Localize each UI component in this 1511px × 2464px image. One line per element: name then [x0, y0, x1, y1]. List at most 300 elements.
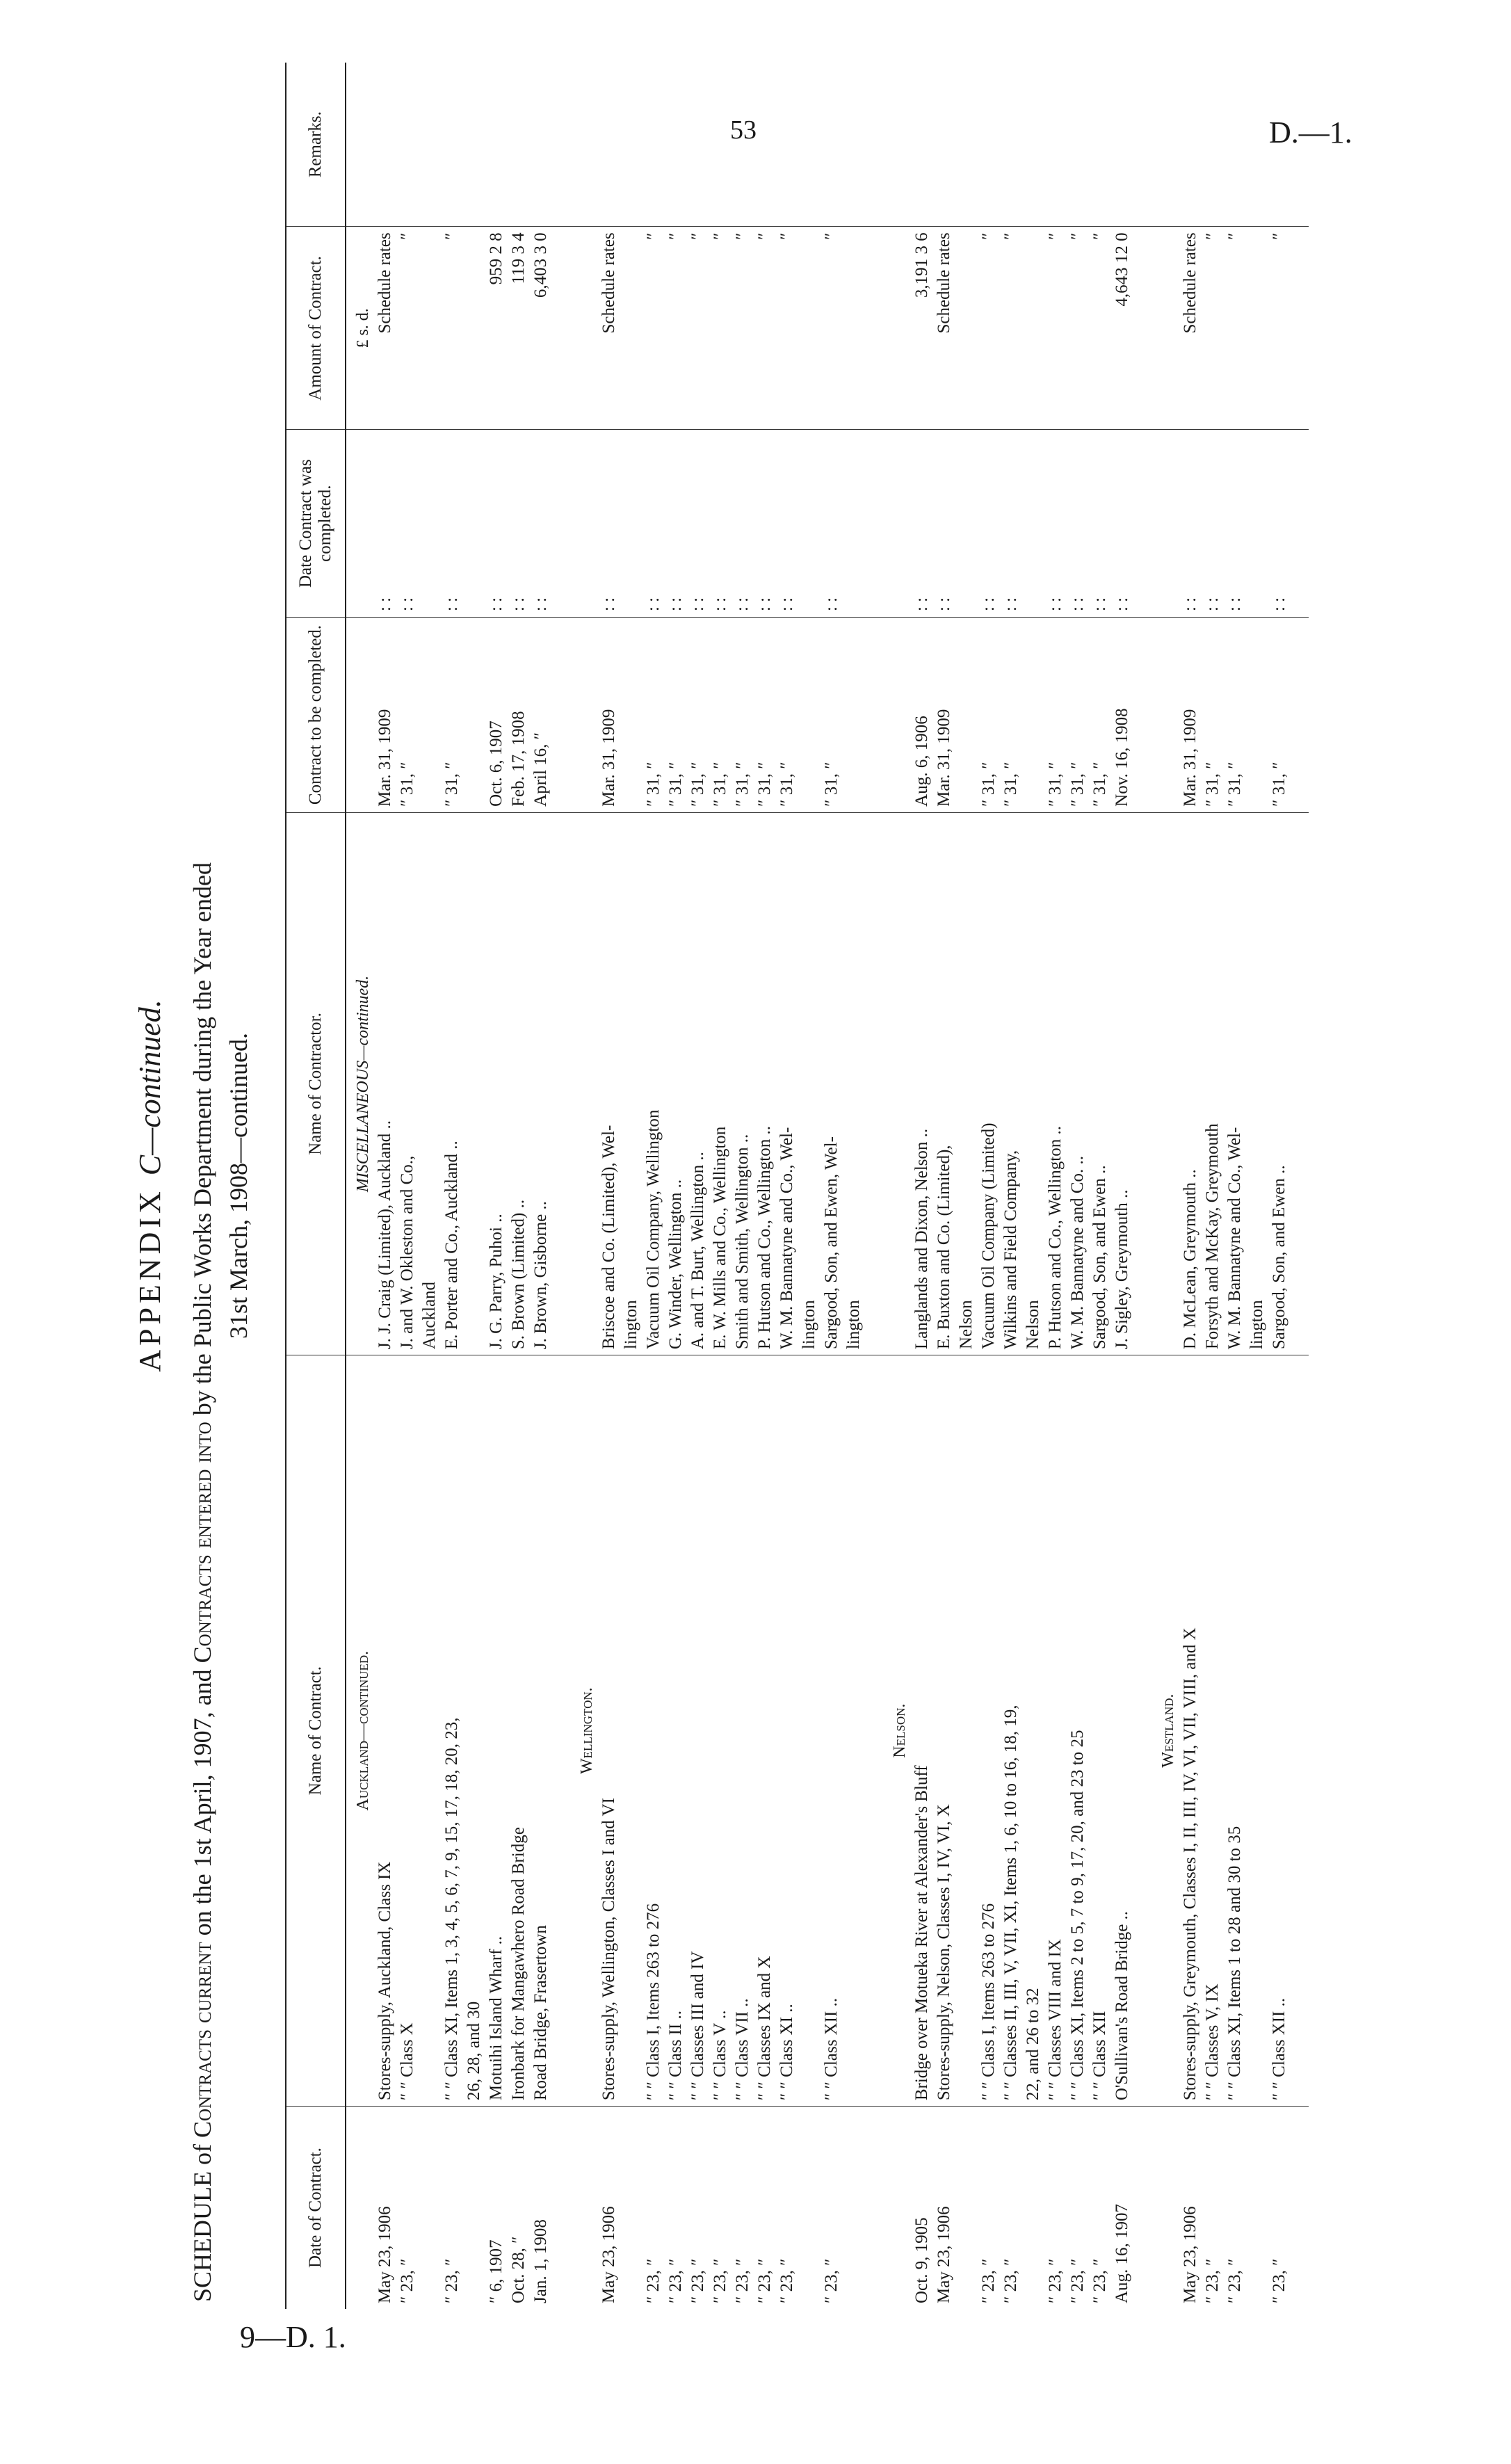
- cell-contract-name: [419, 1355, 441, 2107]
- cell-contractor: P. Hutson and Co., Wellington ..: [1044, 812, 1067, 1355]
- schedule-title-line2: 31st March, 1908—continued.: [225, 1033, 252, 1339]
- table-row: [530, 63, 552, 2309]
- cell-date: ″ 23, ″: [733, 2258, 752, 2303]
- cell-to-be-completed: Aug. 6, 1906: [911, 618, 933, 813]
- cell-contract-name: Motuihi Island Wharf ..: [485, 1355, 508, 2107]
- table-row: [463, 63, 485, 2309]
- cell-to-be-completed: ″ 31, ″: [687, 618, 709, 813]
- cell-remarks: [1067, 63, 1089, 227]
- cell-contractor: W. M. Bannatyne and Co. ..: [1067, 812, 1089, 1355]
- cell-date: ″ 23, ″: [1001, 2258, 1020, 2303]
- cell-remarks: [709, 63, 732, 227]
- cell-contract-name: 26, 28, and 30: [463, 1355, 485, 2107]
- cell-contractor: J. G. Parry, Puhoi ..: [485, 812, 508, 1355]
- cell-contractor: J. J. Craig (Limited), Auckland ..: [374, 812, 396, 1355]
- cell-to-be-completed: ″ 31, ″: [441, 618, 463, 813]
- cell-to-be-completed: ″ 31, ″: [643, 618, 665, 813]
- cell-date-completed: [955, 430, 978, 618]
- table-row: [821, 63, 843, 2309]
- cell-date-completed: : :: [396, 430, 419, 618]
- cell-amount: ″: [776, 227, 798, 430]
- cell-amount: 4,643 12 0: [1111, 227, 1133, 430]
- cell-contractor: Wilkins and Field Company,: [1000, 812, 1022, 1355]
- section-date-cell: [1152, 2107, 1179, 2309]
- cell-contract-name: [798, 1355, 821, 2107]
- table-header-row: [286, 63, 346, 2309]
- table-row: [508, 63, 530, 2309]
- cell-date-completed: : :: [754, 430, 776, 618]
- cell-contract-name: [843, 1355, 865, 2107]
- cell-date-completed: : :: [978, 430, 1000, 618]
- cell-date: [1022, 2107, 1044, 2309]
- cell-amount: Schedule rates: [933, 227, 955, 430]
- cell-date-completed: [843, 430, 865, 618]
- cell-date: ″ 23, ″: [442, 2258, 461, 2303]
- section-done-cell: [570, 430, 598, 618]
- cell-remarks: [1022, 63, 1044, 227]
- section-spacer: [865, 63, 883, 2309]
- cell-contract-name: ″ ″ Class V ..: [709, 1355, 732, 2107]
- cell-contract-name: ″ ″ Class X: [396, 1355, 419, 2107]
- cell-amount: 959 2 8: [485, 227, 508, 430]
- section-remarks-cell: [346, 63, 374, 227]
- cell-remarks: [933, 63, 955, 227]
- cell-date-completed: : :: [598, 430, 620, 618]
- cell-contractor: E. Buxton and Co. (Limited),: [933, 812, 955, 1355]
- cell-to-be-completed: ″ 31, ″: [709, 618, 732, 813]
- cell-contract-name: Bridge over Motueka River at Alexander's Bluff: [911, 1355, 933, 2107]
- table-row: [978, 63, 1000, 2309]
- table-row: [776, 63, 798, 2309]
- cell-contractor: [463, 812, 485, 1355]
- cell-to-be-completed: ″ 31, ″: [1268, 618, 1291, 813]
- cell-contract-name: ″ ″ Class I, Items 263 to 276: [643, 1355, 665, 2107]
- cell-to-be-completed: [1246, 618, 1268, 813]
- cell-contractor: Vacuum Oil Company, Wellington: [643, 812, 665, 1355]
- cell-amount: ″: [1044, 227, 1067, 430]
- cell-date-completed: : :: [911, 430, 933, 618]
- cell-date: May 23, 1906: [599, 2206, 618, 2303]
- section-contract-heading: Auckland—continued.: [346, 1355, 374, 2107]
- cell-amount: ″: [978, 227, 1000, 430]
- cell-to-be-completed: [419, 618, 441, 813]
- cell-to-be-completed: Oct. 6, 1907: [485, 618, 508, 813]
- cell-amount: Schedule rates: [1179, 227, 1202, 430]
- table-row: [732, 63, 754, 2309]
- cell-date-completed: : :: [1268, 430, 1291, 618]
- table-row: [396, 63, 419, 2309]
- cell-contract-name: ″ ″ Class XI, Items 1 to 28 and 30 to 35: [1224, 1355, 1246, 2107]
- cell-contract-name: ″ ″ Class XI ..: [776, 1355, 798, 2107]
- cell-date: ″ 23, ″: [777, 2258, 796, 2303]
- cell-amount: ″: [1268, 227, 1291, 430]
- cell-contractor: Forsyth and McKay, Greymouth: [1202, 812, 1224, 1355]
- cell-remarks: [821, 63, 843, 227]
- table-row: [1179, 63, 1202, 2309]
- cell-amount: [798, 227, 821, 430]
- cell-contractor: lington: [843, 812, 865, 1355]
- cell-contractor: J. Sigley, Greymouth ..: [1111, 812, 1133, 1355]
- cell-contractor: P. Hutson and Co., Wellington ..: [754, 812, 776, 1355]
- cell-to-be-completed: Mar. 31, 1909: [374, 618, 396, 813]
- cell-date: [463, 2107, 485, 2309]
- section-contractor-heading: [883, 812, 911, 1355]
- section-complete-cell: [883, 618, 911, 813]
- title-date-phrase: on the 1st April, 1907, and: [188, 1669, 216, 1936]
- table-row: [485, 63, 508, 2309]
- cell-contractor: Briscoe and Co. (Limited), Wel-: [598, 812, 620, 1355]
- cell-contractor: Sargood, Son, and Ewen ..: [1089, 812, 1111, 1355]
- cell-date: ″ 6, 1907: [487, 2239, 506, 2303]
- cell-date-completed: [620, 430, 643, 618]
- cell-to-be-completed: [955, 618, 978, 813]
- title-contracts-entered: Contracts entered into: [188, 1422, 216, 1664]
- cell-date: May 23, 1906: [1181, 2206, 1199, 2303]
- cell-to-be-completed: ″ 31, ″: [1089, 618, 1111, 813]
- col-name-of-contract: Name of Contract.: [286, 1355, 346, 2107]
- cell-date: Oct. 28, ″: [509, 2236, 528, 2303]
- cell-contractor: Sargood, Son, and Ewen ..: [1268, 812, 1291, 1355]
- cell-contractor: Nelson: [1022, 812, 1044, 1355]
- section-complete-cell: [1152, 618, 1179, 813]
- cell-to-be-completed: Mar. 31, 1909: [933, 618, 955, 813]
- cell-contract-name: ″ ″ Classes III and IV: [687, 1355, 709, 2107]
- cell-to-be-completed: Mar. 31, 1909: [1179, 618, 1202, 813]
- cell-date-completed: : :: [732, 430, 754, 618]
- table-row: [1089, 63, 1111, 2309]
- cell-amount: Schedule rates: [374, 227, 396, 430]
- cell-contract-name: ″ ″ Classes IX and X: [754, 1355, 776, 2107]
- cell-remarks: [1202, 63, 1224, 227]
- cell-date-completed: : :: [1202, 430, 1224, 618]
- col-name-of-contractor: Name of Contractor.: [286, 812, 346, 1355]
- page-number: 53: [730, 115, 757, 145]
- cell-date: Aug. 16, 1907: [1113, 2203, 1131, 2303]
- section-amount-cell: [570, 227, 598, 430]
- col-date-completed: Date Contract was completed.: [286, 430, 346, 618]
- cell-date-completed: : :: [1089, 430, 1111, 618]
- cell-to-be-completed: Nov. 16, 1908: [1111, 618, 1133, 813]
- table-row: [933, 63, 955, 2309]
- cell-remarks: [754, 63, 776, 227]
- cell-date-completed: : :: [1111, 430, 1133, 618]
- table-row: [1202, 63, 1224, 2309]
- section-heading-row: [346, 63, 374, 2309]
- cell-remarks: [530, 63, 552, 227]
- cell-date-completed: [463, 430, 485, 618]
- document-reference: D.—1.: [1269, 115, 1352, 150]
- cell-to-be-completed: ″ 31, ″: [1224, 618, 1246, 813]
- cell-contract-name: ″ ″ Classes II, III, V, VII, XI, Items 1, 6, 10 to 16, 18, 19,: [1000, 1355, 1022, 2107]
- cell-contract-name: 22, and 26 to 32: [1022, 1355, 1044, 2107]
- cell-remarks: [1246, 63, 1268, 227]
- cell-amount: ″: [665, 227, 687, 430]
- cell-date: [843, 2107, 865, 2309]
- col-to-be-completed: Contract to be completed.: [286, 618, 346, 813]
- cell-contract-name: O'Sullivan's Road Bridge ..: [1111, 1355, 1133, 2107]
- cell-contract-name: ″ ″ Class VII ..: [732, 1355, 754, 2107]
- cell-contract-name: Stores-supply, Auckland, Class IX: [374, 1355, 396, 2107]
- cell-remarks: [843, 63, 865, 227]
- table-body: [346, 63, 1309, 2309]
- cell-to-be-completed: April 16, ″: [530, 618, 552, 813]
- section-contractor-heading: [1152, 812, 1179, 1355]
- cell-amount: ″: [732, 227, 754, 430]
- cell-amount: ″: [1202, 227, 1224, 430]
- cell-remarks: [598, 63, 620, 227]
- cell-to-be-completed: ″ 31, ″: [1067, 618, 1089, 813]
- appendix-label: APPENDIX: [133, 1187, 167, 1372]
- section-remarks-cell: [883, 63, 911, 227]
- table-row: [620, 63, 643, 2309]
- cell-remarks: [955, 63, 978, 227]
- cell-date: ″ 23, ″: [711, 2258, 729, 2303]
- table-row: [643, 63, 665, 2309]
- table-row: [798, 63, 821, 2309]
- cell-remarks: [463, 63, 485, 227]
- cell-to-be-completed: ″ 31, ″: [1000, 618, 1022, 813]
- cell-date: ″ 23, ″: [1225, 2258, 1244, 2303]
- col-remarks: Remarks.: [286, 63, 346, 227]
- cell-date-completed: : :: [1224, 430, 1246, 618]
- cell-date: Jan. 1, 1908: [531, 2219, 550, 2303]
- cell-date-completed: : :: [485, 430, 508, 618]
- section-done-cell: [883, 430, 911, 618]
- title-contracts-current: Contracts current: [188, 1942, 216, 2138]
- cell-amount: [955, 227, 978, 430]
- cell-to-be-completed: ″ 31, ″: [754, 618, 776, 813]
- cell-amount: ″: [821, 227, 843, 430]
- cell-date: ″ 23, ″: [1203, 2258, 1222, 2303]
- section-contract-heading: Wellington.: [570, 1355, 598, 2107]
- cell-contractor: lington: [1246, 812, 1268, 1355]
- cell-contract-name: Road Bridge, Frasertown: [530, 1355, 552, 2107]
- cell-amount: [463, 227, 485, 430]
- cell-contract-name: [620, 1355, 643, 2107]
- cell-remarks: [665, 63, 687, 227]
- section-contractor-heading: MISCELLANEOUS—continued.: [346, 812, 374, 1355]
- col-amount: Amount of Contract.: [286, 227, 346, 430]
- cell-to-be-completed: [463, 618, 485, 813]
- cell-remarks: [978, 63, 1000, 227]
- section-spacer: [552, 63, 570, 2309]
- table-row: [843, 63, 865, 2309]
- rotated-schedule-sheet: [97, 42, 1511, 2330]
- cell-contract-name: ″ ″ Class XI, Items 1, 3, 4, 5, 6, 7, 9, 15, 17, 18, 20, 23,: [441, 1355, 463, 2107]
- section-heading-row: [883, 63, 911, 2309]
- cell-date-completed: : :: [709, 430, 732, 618]
- cell-contractor: A. and T. Burt, Wellington ..: [687, 812, 709, 1355]
- cell-date: ″ 23, ″: [1090, 2258, 1109, 2303]
- cell-amount: 119 3 4: [508, 227, 530, 430]
- cell-contractor: Smith and Smith, Wellington ..: [732, 812, 754, 1355]
- table-row: [665, 63, 687, 2309]
- cell-amount: ″: [709, 227, 732, 430]
- cell-remarks: [620, 63, 643, 227]
- table-row: [754, 63, 776, 2309]
- cell-remarks: [776, 63, 798, 227]
- cell-date-completed: [419, 430, 441, 618]
- table-row: [441, 63, 463, 2309]
- cell-date-completed: : :: [1067, 430, 1089, 618]
- cell-amount: ″: [754, 227, 776, 430]
- cell-contractor: Sargood, Son, and Ewen, Wel-: [821, 812, 843, 1355]
- cell-amount: ″: [1224, 227, 1246, 430]
- cell-remarks: [485, 63, 508, 227]
- cell-amount: [843, 227, 865, 430]
- cell-contract-name: [1246, 1355, 1268, 2107]
- cell-date: ″ 23, ″: [1046, 2258, 1065, 2303]
- cell-contract-name: Stores-supply, Greymouth, Classes I, II, III, IV, VI, VII, VIII, and X: [1179, 1355, 1202, 2107]
- cell-contract-name: ″ ″ Class XII ..: [821, 1355, 843, 2107]
- section-contract-heading: Nelson.: [883, 1355, 911, 2107]
- cell-to-be-completed: Mar. 31, 1909: [598, 618, 620, 813]
- cell-date: [1246, 2107, 1268, 2309]
- cell-date: ″ 23, ″: [666, 2258, 685, 2303]
- table-row: [1044, 63, 1067, 2309]
- cell-contract-name: ″ ″ Classes VIII and IX: [1044, 1355, 1067, 2107]
- table-row: [1067, 63, 1089, 2309]
- table-row: [911, 63, 933, 2309]
- cell-date: ″ 23, ″: [1068, 2258, 1087, 2303]
- cell-date: ″ 23, ″: [755, 2258, 774, 2303]
- table-row: [419, 63, 441, 2309]
- cell-to-be-completed: ″ 31, ″: [978, 618, 1000, 813]
- cell-contractor: G. Winder, Wellington ..: [665, 812, 687, 1355]
- cell-date-completed: : :: [1000, 430, 1022, 618]
- table-row: [687, 63, 709, 2309]
- section-heading-row: [1152, 63, 1179, 2309]
- cell-date-completed: : :: [665, 430, 687, 618]
- section-remarks-cell: [1152, 63, 1179, 227]
- cell-contractor: D. McLean, Greymouth ..: [1179, 812, 1202, 1355]
- table-row: [598, 63, 620, 2309]
- cell-amount: [419, 227, 441, 430]
- cell-date: [620, 2107, 643, 2309]
- section-remarks-cell: [570, 63, 598, 227]
- cell-contractor: J. Brown, Gisborne ..: [530, 812, 552, 1355]
- cell-remarks: [687, 63, 709, 227]
- cell-date: May 23, 1906: [935, 2206, 953, 2303]
- cell-amount: Schedule rates: [598, 227, 620, 430]
- cell-remarks: [1089, 63, 1111, 227]
- cell-date: ″ 23, ″: [644, 2258, 663, 2303]
- cell-to-be-completed: [798, 618, 821, 813]
- cell-date-completed: : :: [643, 430, 665, 618]
- cell-remarks: [798, 63, 821, 227]
- section-amount-cell: [1152, 227, 1179, 430]
- appendix-suffix: C—continued.: [133, 999, 167, 1176]
- cell-contract-name: Stores-supply, Nelson, Classes I, IV, VI, X: [933, 1355, 955, 2107]
- table-row: [955, 63, 978, 2309]
- section-spacer: [1291, 63, 1309, 2309]
- cell-date: [419, 2107, 441, 2309]
- cell-date-completed: : :: [1044, 430, 1067, 618]
- cell-to-be-completed: [1022, 618, 1044, 813]
- table-row: [1246, 63, 1268, 2309]
- cell-remarks: [1044, 63, 1067, 227]
- currency-header: £ s. d.: [346, 227, 374, 430]
- cell-amount: [620, 227, 643, 430]
- section-contract-heading: Westland.: [1152, 1355, 1179, 2107]
- cell-remarks: [1111, 63, 1133, 227]
- cell-date: ″ 23, ″: [979, 2258, 998, 2303]
- col-date-of-contract: Date of Contract.: [286, 2107, 346, 2309]
- cell-contractor: lington: [798, 812, 821, 1355]
- cell-date: [955, 2107, 978, 2309]
- cell-date: ″ 23, ″: [688, 2258, 707, 2303]
- cell-to-be-completed: ″ 31, ″: [1202, 618, 1224, 813]
- table-row: [374, 63, 396, 2309]
- cell-date-completed: : :: [821, 430, 843, 618]
- cell-date: ″ 23, ″: [398, 2258, 417, 2303]
- cell-date: Oct. 9, 1905: [912, 2217, 931, 2303]
- cell-date-completed: : :: [1179, 430, 1202, 618]
- cell-contractor: J. and W. Okleston and Co.,: [396, 812, 419, 1355]
- section-spacer: [1133, 63, 1152, 2309]
- cell-contract-name: ″ ″ Class XII ..: [1268, 1355, 1291, 2107]
- cell-date-completed: : :: [776, 430, 798, 618]
- cell-date-completed: [1246, 430, 1268, 618]
- cell-contractor: Auckland: [419, 812, 441, 1355]
- table-row: [709, 63, 732, 2309]
- cell-date-completed: : :: [374, 430, 396, 618]
- cell-contractor: S. Brown (Limited) ..: [508, 812, 530, 1355]
- cell-contract-name: Stores-supply, Wellington, Classes I and VI: [598, 1355, 620, 2107]
- cell-to-be-completed: ″ 31, ″: [776, 618, 798, 813]
- cell-date-completed: : :: [508, 430, 530, 618]
- cell-contractor: E. Porter and Co., Auckland ..: [441, 812, 463, 1355]
- section-done-cell: [1152, 430, 1179, 618]
- cell-contractor: W. M. Bannatyne and Co., Wel-: [776, 812, 798, 1355]
- cell-remarks: [1224, 63, 1246, 227]
- cell-to-be-completed: ″ 31, ″: [732, 618, 754, 813]
- section-complete-cell: [570, 618, 598, 813]
- cell-contract-name: ″ ″ Class II ..: [665, 1355, 687, 2107]
- section-date-cell: [346, 2107, 374, 2309]
- section-contractor-heading: [570, 812, 598, 1355]
- cell-contract-name: ″ ″ Class XII: [1089, 1355, 1111, 2107]
- cell-contract-name: ″ ″ Class XI, Items 2 to 5, 7 to 9, 17, 20, and 23 to 25: [1067, 1355, 1089, 2107]
- cell-date: May 23, 1906: [375, 2206, 394, 2303]
- section-heading-row: [570, 63, 598, 2309]
- cell-remarks: [441, 63, 463, 227]
- schedule-title-line1: [184, 42, 220, 2330]
- schedule-title: [184, 42, 257, 2330]
- title-department-phrase: by the Public Works Department during the Year ended: [188, 862, 216, 1416]
- cell-amount: 6,403 3 0: [530, 227, 552, 430]
- section-date-cell: [883, 2107, 911, 2309]
- cell-amount: ″: [1089, 227, 1111, 430]
- cell-remarks: [732, 63, 754, 227]
- cell-contract-name: ″ ″ Class I, Items 263 to 276: [978, 1355, 1000, 2107]
- cell-date-completed: : :: [441, 430, 463, 618]
- title-prefix: SCHEDULE of: [188, 2144, 216, 2302]
- section-date-cell: [570, 2107, 598, 2309]
- cell-remarks: [508, 63, 530, 227]
- cell-date-completed: : :: [530, 430, 552, 618]
- table-row: [1000, 63, 1022, 2309]
- section-done-cell: [346, 430, 374, 618]
- cell-to-be-completed: [620, 618, 643, 813]
- sheet-reference: 9—D. 1.: [240, 2320, 346, 2354]
- cell-remarks: [1268, 63, 1291, 227]
- table-row: [1111, 63, 1133, 2309]
- cell-remarks: [1000, 63, 1022, 227]
- contracts-table: [285, 63, 1309, 2309]
- cell-contract-name: Ironbark for Mangawhero Road Bridge: [508, 1355, 530, 2107]
- table-row: [1224, 63, 1246, 2309]
